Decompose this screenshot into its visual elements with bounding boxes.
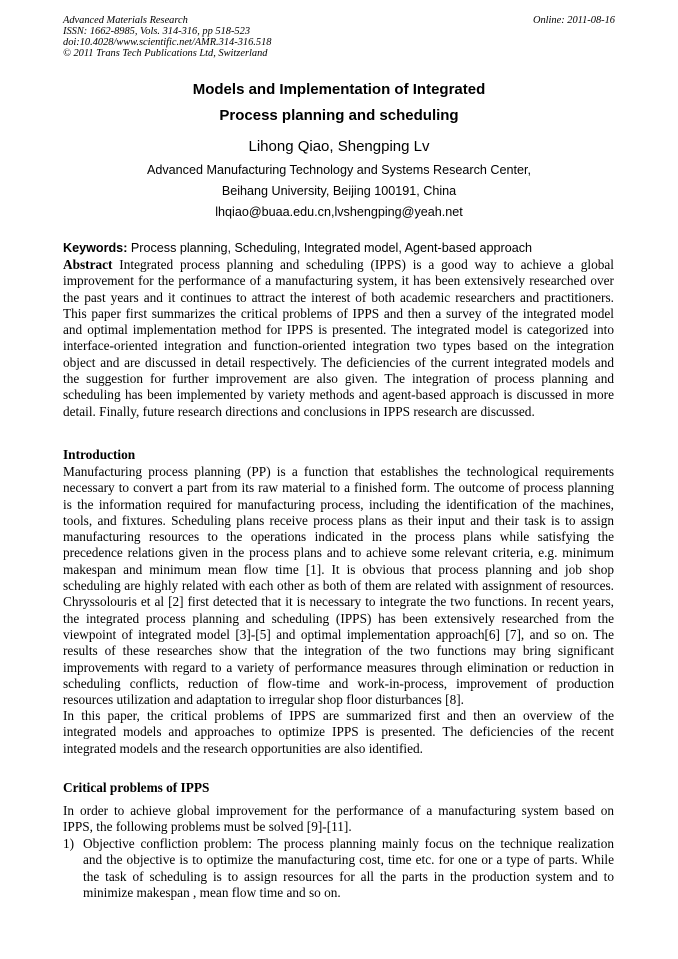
- text-line: [63, 724, 614, 740]
- text-line-content: the suggestion for further improvement are also given. The integration of process planning and: [63, 371, 614, 387]
- text-line-content: scheduling are highly related with each other as both of them are related with assignment of resources.: [63, 578, 614, 594]
- text-line-content: integrated models and the research opportunities are also identified.: [63, 740, 423, 756]
- text-line-content: interface-oriented integration and function-oriented integration two types based on the integration: [63, 338, 614, 354]
- text-line-content: the integrated process planning and scheduling (IPPS) has been extensively researched from the: [63, 610, 614, 626]
- doi: doi:10.4028/www.scientific.net/AMR.314-316.518: [63, 37, 272, 48]
- affiliation-line-2: Beihang University, Beijing 100191, China: [221, 184, 457, 198]
- text-line-content: minimize makespan , mean flow time and so on.: [83, 884, 341, 900]
- journal-header: [63, 15, 271, 59]
- text-line: [63, 371, 614, 387]
- text-line: [63, 306, 614, 322]
- text-line-content: detail. Finally, future research directions and conclusions in IPPS research are discussed.: [63, 403, 535, 419]
- text-line-content: is the information required for manufacturing process, including the identification of the machines,: [63, 496, 614, 512]
- text-line: [63, 819, 614, 835]
- introduction-paragraph-1: [63, 464, 614, 708]
- text-line: [83, 869, 614, 885]
- text-line: [63, 387, 614, 403]
- text-line-content: Objective confliction problem: The process planning mainly focus on the technique realization: [83, 836, 614, 851]
- text-line: [63, 513, 614, 529]
- text-line: [63, 643, 614, 659]
- text-line: [63, 562, 614, 578]
- text-line-content: This paper first summarizes the critical problems of IPPS and then a survey of the integrated model: [63, 305, 614, 321]
- text-line-content: resources utilization and adaptation to irregular shop floor disturbances [8].: [63, 692, 464, 708]
- text-line-content: IPPS, the following problems must be solved [9]-[11].: [63, 819, 352, 835]
- text-line: [63, 464, 614, 480]
- text-line: [63, 355, 614, 371]
- text-line-content: In this paper, the critical problems of IPPS are summarized first and then an overview of the: [63, 708, 614, 723]
- text-line-content: Manufacturing process planning (PP) is a function that establishes the technological requirements: [63, 464, 614, 479]
- text-line: [63, 611, 614, 627]
- text-line: [63, 257, 614, 273]
- text-line: [63, 676, 614, 692]
- list-item-text: [83, 836, 614, 901]
- text-line: [63, 290, 614, 306]
- text-line: [63, 480, 614, 496]
- text-line: [63, 497, 614, 513]
- authors: Lihong Qiao, Shengping Lv: [248, 138, 430, 155]
- text-line: [63, 322, 614, 338]
- text-line: [63, 660, 614, 676]
- text-line: [63, 404, 614, 420]
- text-line: [63, 338, 614, 354]
- introduction-heading: Introduction: [63, 447, 136, 462]
- text-line-content: and the objective is to optimize the manufacturing cost, time etc. for one or a type of parts. While: [83, 852, 614, 868]
- copyright: © 2011 Trans Tech Publications Ltd, Switzerland: [63, 48, 268, 59]
- text-line-content: scheduling conflicts, reduction of flow-time and work-in-process, improvement of production: [63, 675, 614, 691]
- text-line-content: scheduling has been implemented by variety methods and agent-based approach is discussed in more: [63, 387, 614, 403]
- online-date: Online: 2011-08-16: [532, 15, 615, 26]
- affiliation-line-1: Advanced Manufacturing Technology and Systems Research Center,: [146, 163, 532, 177]
- text-line-content: tools, and fixtures. Scheduling plans receive process plans as their input and their task is to assign: [63, 512, 614, 528]
- text-line-content: the task of scheduling is to assign resources for all the parts in the production system and to: [83, 868, 614, 884]
- text-line-content: the past years and it continues to attract the interest of both academic researchers and practitioners.: [63, 289, 614, 305]
- text-line: [83, 885, 614, 901]
- text-line: [63, 741, 614, 757]
- journal-name: Advanced Materials Research: [63, 15, 188, 26]
- keywords-label: Keywords:: [63, 241, 128, 255]
- text-line-content: makespan and minimum mean flow time [1]. It is obvious that process planning and job shop: [63, 561, 614, 577]
- text-line: [63, 529, 614, 545]
- text-line: [63, 627, 614, 643]
- text-line-content: manufacturing resources to the operations indicated in the process plans while satisfying the: [63, 529, 614, 545]
- critical-paragraph-1: [63, 803, 614, 836]
- text-line-content: object and are discussed in detail respectively. The deficiencies of the current integrated models and: [63, 354, 614, 370]
- title-line-2: Process planning and scheduling: [219, 107, 459, 124]
- text-line: [83, 836, 614, 852]
- list-number: 1): [63, 836, 75, 851]
- text-line-content: results of these researches show that the integration of the two functions may bring significant: [63, 643, 614, 659]
- text-line: [63, 273, 614, 289]
- text-line-content: integrated models and approaches to optimize IPPS is presented. The deficiencies of the recent: [63, 724, 614, 740]
- text-line: [83, 852, 614, 868]
- text-line: [63, 545, 614, 561]
- title-line-1: Models and Implementation of Integrated: [192, 81, 486, 98]
- abstract: [63, 257, 614, 420]
- text-line-content: In order to achieve global improvement for the performance of a manufacturing system based on: [63, 803, 614, 818]
- abstract-label: Abstract: [63, 257, 113, 272]
- text-line-content: and optimal implementation method for IPPS is presented. The integrated model is categorized into: [63, 322, 614, 338]
- keywords: [63, 241, 532, 255]
- text-line-content: Integrated process planning and scheduling (IPPS) is a good way to achieve a global: [112, 257, 614, 272]
- text-line: [63, 708, 614, 724]
- text-line: [63, 578, 614, 594]
- text-line-content: improvements with regard to a variety of performance measures through elimination or reduction in: [63, 659, 614, 675]
- text-line: [63, 692, 614, 708]
- critical-problems-heading: Critical problems of IPPS: [63, 780, 210, 795]
- text-line-content: Chryssolouris et al [2] first detected that it is necessary to integrate the two functions. In recent years,: [63, 594, 614, 610]
- list-item-1: [63, 836, 614, 901]
- author-emails: lhqiao@buaa.edu.cn,lvshengping@yeah.net: [215, 205, 463, 219]
- text-line-content: viewpoint of integrated model [3]-[5] and optimal implementation approach[6] [7], and so on. The: [63, 626, 614, 642]
- issn: ISSN: 1662-8985, Vols. 314-316, pp 518-523: [63, 26, 251, 37]
- text-line: [63, 594, 614, 610]
- introduction-paragraph-2: [63, 708, 614, 757]
- keywords-text: Process planning, Scheduling, Integrated model, Agent-based approach: [127, 241, 533, 255]
- text-line: [63, 803, 614, 819]
- text-line-content: precedence relations given in the process plans and to achieve some relevant criteria, e.g. minimum: [63, 545, 614, 561]
- text-line-content: improvement for the performance of a manufacturing system, it has been extensively researched over: [63, 273, 614, 289]
- text-line-content: necessary to convert a part from its raw material to a finished form. The outcome of process planning: [63, 480, 614, 496]
